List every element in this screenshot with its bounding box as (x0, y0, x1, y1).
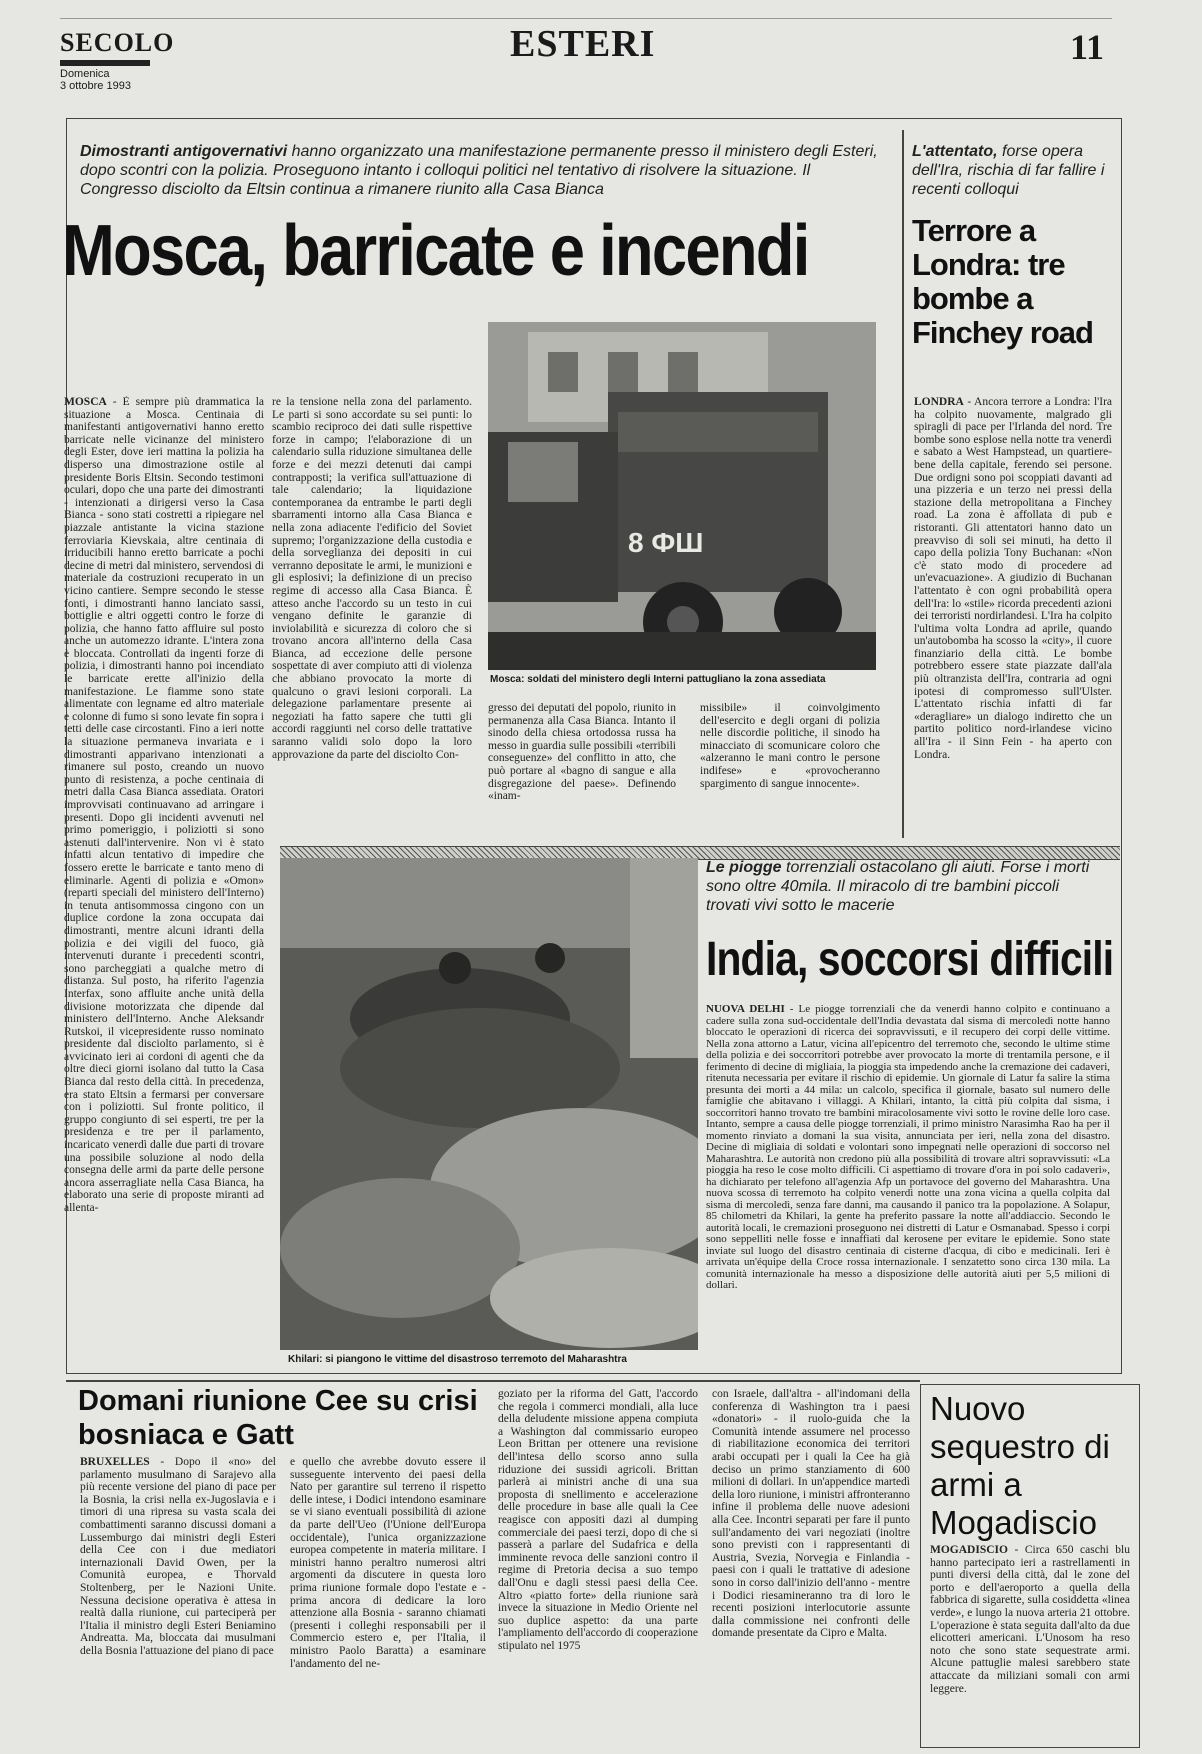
india-photo-caption: Khilari: si piangono le vittime del disastroso terremoto del Maharashtra (288, 1354, 627, 1365)
moscow-headline: Mosca, barricate e incendi (62, 211, 809, 291)
london-body (914, 396, 1112, 832)
moscow-photo-caption: Mosca: soldati del ministero degli Interni pattugliano la zona assediata (490, 674, 826, 685)
india-body-text: - Le piogge torrenziali che da venerdì hanno colpito e continuano a cadere sulla zona sud-occidentale dell'India devastata dal sisma di mercoledì notte hanno bloccato le operazioni di ricerca dei sopravvissuti, e il recupero dei corpi delle vittime. Nella zona attorno a Latur, vicina all'epicentro del terremoto che, secondo le ultime stime della polizia e dei soccorritori potrebbe aver provocato la morte di trentamila persone, e il ferimento di decine di migliaia, la pioggia sta impedendo anche la cremazione dei cadaveri, ritenuta necessaria per evitare il rischio di epidemie. Un giornale di Latur fa salire la stima presunta dei morti a 44 mila: un calcolo, specifica il giornale, basato sul numero delle famiglie che abitavano i villaggi. A Khilari, intanto, la città più colpita dal sisma, i soccorritori hanno trovato tre bambini miracolosamente vivi sotto le rovine delle loro case. Intanto, sempre a causa delle piogge torrenziali, il primo ministro Narasimha Rao ha per il momento rinviato a domani la sua visita, annunciata per ieri, nella zona del disastro. Decine di migliaia di soldati e volontari sono impegnati nelle operazioni di soccorso nel Maharashtra. Le autorità non credono più alla possibilità di trovare altri sopravvissuti: «La pioggia ha reso le cose molto difficili. Ci aspettiamo di trovare d'ora in poi solo cadaveri», ha dichiarato per telefono all'agenzia Afp un portavoce del governo del Maharashtra. Una nuova scossa di terremoto ha colpito venerdì notte una zona vicina a quella colpita dal sisma di mercoledì, senza fare danni, ma causando il panico tra la popolazione. A Solapur, 85 chilometri da Khilari, la gente ha preferito passare la notte all'addiaccio. Secondo le autorità locali, le cremazioni proseguono nei distretti di Latur e Osmanabad. Spesso i corpi sono seppelliti nelle fosse e innaffiati dal kerosene per evitare le epidemie. Sono state inviate sul luogo del disastro centinaia di cisterne d'acqua, di cibo e medicinali. Ieri è arrivata un'équipe della Croce rossa internazionale. I senzatetto sono circa 130 mila. La comunità internazionale ha messo a disposizione delle autorità aiuti per 5,5 milioni di dollari. (706, 1004, 1110, 1291)
moscow-column-4 (700, 702, 880, 832)
truck-marking: 8 ФШ (628, 527, 704, 558)
india-body (706, 1004, 1110, 1364)
section-title: ESTERI (510, 23, 656, 65)
moscow-kicker (80, 142, 880, 199)
cee-headline: Domani riunione Cee su crisi bosniaca e Gatt (78, 1385, 478, 1451)
mogadiscio-body-text: - Circa 650 caschi blu hanno partecipato ieri a rastrellamenti in punti diversi della città, dal le zone del porto e dell'aeroporto a quella della fabbrica di sigarette, sulla cosiddetta «linea verde», e lungo la nuova arteria 21 ottobre. L'operazione è stata seguita dall'alto da due elicotteri americani. L'Unosom ha reso noto che sono state sequestrate armi. Alcune pattuglie malesi sarebbero state attaccate da miliziani somali con armi leggere. (930, 1544, 1130, 1695)
top-rule (60, 18, 1112, 19)
india-kicker-bold: Le piogge (706, 859, 782, 876)
masthead-name: SECOLO (60, 28, 175, 57)
india-photo (280, 858, 698, 1350)
moscow-col4-text: missibile» il coinvolgimento dell'esercito e degli organi di polizia nelle discordie politiche, il sinodo ha minacciato di scomunicare coloro che «alzeranno le mani contro le persone indifese» e «provocheranno spargimento di sangue innocente». (700, 702, 880, 790)
moscow-photo (488, 322, 876, 670)
moscow-kicker-bold: Dimostranti antigovernativi (80, 143, 288, 160)
cee-col2-text: e quello che avrebbe dovuto essere il susseguente intervento dei paesi della Nato per garantire sul terreno il rispetto delle intese, i Dodici intendono esaminare se vi siano eventuali possibilità di azione da parte dell'Ueo (l'Unione dell'Europa occidentale), l'unica organizzazione europea competente in materia militare. I ministri hanno peraltro numerosi altri argomenti da discutere in questa loro prima riunione formale dopo l'estate e - prima ancora di dedicare la loro attenzione alla Bosnia - saranno chiamati (presenti i colleghi responsabili per il Commercio estero e, per l'Italia, il ministro Paolo Baratta) a esaminare l'andamento del ne- (290, 1456, 486, 1670)
moscow-kicker-text: hanno organizzato una manifestazione permanente presso il ministero degli Esteri, dopo scontri con la polizia. Proseguono intanto i colloqui politici nel tentativo di risolvere la situazione. Il Congresso disciolto da Eltsin continua a rimanere riunito alla Casa Bianca (80, 143, 878, 198)
london-headline: Terrore a Londra: tre bombe a Finchey road (912, 213, 1093, 350)
cee-col1-text: - Dopo il «no» del parlamento musulmano di Sarajevo alla più recente versione del piano di pace per la Bosnia, la crisi nella ex-Jugoslavia e i timori di una ripresa su vasta scala dei combattimenti saranno discussi domani a Lussemburgo dai ministri degli Esteri della Cee con i due mediatori internazionali David Owen, per la Comunità europea, e Thorvald Stoltenberg, per le Nazioni Unite. Nessuna decisione operativa è attesa in realtà dalla riunione, cui parteciperà per l'Italia il ministro degli Esteri Beniamino Andreatta. Ma, bloccata dai musulmani della Bosnia l'attuazione del piano di pace (80, 1456, 276, 1657)
cee-column-1 (80, 1456, 276, 1746)
london-kicker-bold: L'attentato, (912, 143, 998, 160)
cee-dateline: BRUXELLES (80, 1456, 150, 1468)
cee-column-4 (712, 1388, 910, 1744)
moscow-col2-text: re la tensione nella zona del parlamento. Le parti si sono accordate su sei punti: lo scambio reciproco dei dati sulle rispettive forze in campo; l'elaborazione di un calendario sulla riduzione simultanea delle forze e dei mezzi detenuti dai campi contrapposti; la verifica sull'attuazione di tale calendario; la liquidazione contemporanea da entrambe le parti degli sbarramenti intorno alla Casa Bianca e nella zona adiacente l'edificio del Soviet supremo; l'organizzazione della custodia e della sorveglianza dei depositi in cui verranno depositate le armi, le munizioni e gli esplosivi; la definizione di un preciso regime di accesso alla Casa Bianca. È atteso anche l'accordo su un testo in cui vengano definite le garanzie di inviolabilità e sicurezza di coloro che si trovano ancora all'interno della Casa Bianca, ad eccezione delle persone sospettate di aver compiuto atti di violenza che abbiano provocato la morte di qualcuno o gravi lesioni corporali. La delegazione parlamentare presente ai negoziati ha fatto sapere che tutti gli accordi raggiunti nel corso delle trattative saranno validi solo dopo la loro approvazione da parte del disciolto Con- (272, 396, 472, 761)
moscow-column-1 (64, 396, 264, 1370)
cee-column-2 (290, 1456, 486, 1746)
mogadiscio-headline: Nuovo sequestro di armi a Mogadiscio (930, 1390, 1110, 1541)
london-kicker (912, 142, 1112, 199)
cee-top-rule (66, 1380, 920, 1382)
masthead-dateline (60, 68, 131, 92)
moscow-photo-svg (488, 322, 876, 670)
masthead-day: Domenica (60, 68, 110, 80)
moscow-column-2 (272, 396, 472, 832)
london-divider (902, 130, 904, 838)
moscow-col3-text: gresso dei deputati del popolo, riunito in permanenza alla Casa Bianca. Intanto il sinodo della chiesa ortodossa russa ha messo in guardia sulle possibili «terribili conseguenze» del conflitto in atto, che può portare al «bagno di sangue e alla disgregazione del paese». Definendo «inam- (488, 702, 676, 803)
india-headline: India, soccorsi difficili (706, 933, 1114, 986)
moscow-dateline: MOSCA (64, 396, 107, 408)
london-body-text: - Ancora terrore a Londra: l'Ira ha colpito nuovamente, malgrado gli spiragli di pace per l'Irlanda del nord. Tre bombe sono esplose nella notte tra venerdì e sabato a West Hampstead, un quartiere-bene della capitale, ferendo sei persone. Due ordigni sono poi scoppiati davanti ad una pizzeria e un terzo nei pressi della stazione della metropolitana a Finchey road. La zona è affollata di pub e ristoranti. Gli attentatori hanno dato un preavviso di soli sei minuti, ha detto il capo della polizia Tony Buchanan: «Non c'è stato modo di procedere ad un'evacuazione». A giudizio di Buchanan l'attentato è con ogni probabilità opera dell'Ira: lo «stile» ricorda precedenti azioni dei terroristi nordirlandesi. L'Ira ha colpito l'ultima volta Londra ad aprile, quando un'autobomba ha scosso la «city», il cuore finanziario della città. Le bombe potrebbero essere state piazzate dall'ala più oltranzista dell'Ira, contraria ad ogni ipotesi di compromesso sull'Ulster. L'attentato rischia infatti di far «deragliare» un dialogo indiretto che un partito politico nord-irlandese vicino all'Ira - il Sinn Fein - ha aperto con Londra. (914, 396, 1112, 761)
moscow-col1-text: - È sempre più drammatica la situazione a Mosca. Centinaia di manifestanti antigovernativi hanno eretto barricate nelle vicinanze del ministero degli Ester, dove ieri mattina la polizia ha disperso una dimostrazione ostile al presidente Boris Eltsin. Secondo testimoni oculari, dopo che una parte dei dimostranti - intenzionati a dirigersi verso la Casa Bianca - sono stati costretti a ripiegare nel piazzale antistante la vicina stazione ferroviaria Kievskaia, altre centinaia di irriducibili hanno eretto barricate a pochi decine di metri dal ministero, servendosi di materiale da costruzioni recuperato in un vicino cantiere. Sempre secondo le stesse fonti, i dimostranti hanno lanciato sassi, bottiglie e altri oggetti contro le forze di polizia, che hanno fatto affluire sul posto anche un automezzo idrante. L'intera zona è bloccata. Controllati da ingenti forze di polizia, i dimostranti hanno poi incendiato le barricate erette all'inizio della manifestazione. Le fiamme sono state alimentate con legname ed altro materiale e colonne di fumo si sono levate fin sopra i tetti delle case circostanti. Fino a ieri notte la situazione permaneva invariata e i dimostranti apparivano intenzionati a rimanere sul posto, creando un nuovo punto di resistenza, a poche centinaia di metri dalla Casa Bianca assediata. Oratori improvvisati continuavano ad arringare i presenti. Dopo gli incidenti avvenuti nel primo pomeriggio, i poliziotti si sono astenuti dall'intervenire. Non vi è stato infatti alcun tentativo di impedire che fossero erette le barricate e tanto meno di eliminarle. Agenti di polizia e «Omon» (reparti speciali del ministero dell'Interno) in tenuta antisommossa cingono con un duplice cordone la zona occupata dai dimostranti, mentre alcuni idranti della polizia e dei vigili del fuoco, già intervenuti durante i precedenti scontri, sono parcheggiati a qualche metro di distanza. Sul posto, ha riferito l'agenzia Interfax, sono affluite anche unità della divisione motorizzata che dipende dal ministero dell'Interno. Anche Aleksandr Rutskoi, il vicepresidente russo nominato presidente dal disciolto parlamento, si è avvicinato ieri ai cordoni di agenti che da oltre dieci giorni isolano dal tutto la Casa Bianca dal resto della città. In precedenza, era stato Eltsin a fermarsi per conversare con i poliziotti. Sul fronte politico, il gruppo congiunto di sei esperti, tre per la presidenza e tre per il parlamento, incaricato venerdì dalle due parti di trovare una possibile soluzione al nodo della consegna delle armi da parte delle persone ancora asserragliate nella Casa Bianca, ha elaborato una serie di proposte miranti ad allenta- (64, 396, 264, 1214)
mogadiscio-dateline: MOGADISCIO (930, 1544, 1008, 1556)
india-photo-svg (280, 858, 698, 1350)
india-dateline: NUOVA DELHI (706, 1004, 785, 1015)
india-kicker (706, 858, 1106, 915)
mogadiscio-body (930, 1544, 1130, 1740)
cee-column-3 (498, 1388, 698, 1744)
moscow-column-3 (488, 702, 676, 832)
london-kicker-text: forse opera dell'Ira, rischia di far fallire i recenti colloqui (912, 143, 1105, 198)
cee-col4-text: con Israele, dall'altra - all'indomani della conferenza di Washington tra i paesi «donatori» - il ruolo-guida che la Comunità intende assumere nel processo di riabilitazione economica dei territori arabi occupati per i quali la Cee ha già deciso un primo stanziamento di 600 milioni di dollari. In un'appendice martedì della loro riunione, i ministri affronteranno infine il problema delle nuove adesioni alla Cee. Incontri separati per fare il punto sull'andamento dei vari negoziati (inoltre sono previsti con i rappresentanti di Austria, Svezia, Norvegia e Finlandia - paesi con i quali le trattative di adesione sono in corso dall'inizio dell'anno - mentre i Dodici riesamineranno tra di loro le recenti posizioni interlocutorie assunte dalla commissione nei confronti delle domande presentate da Cipro e Malta. (712, 1388, 910, 1640)
masthead-bar (60, 60, 150, 66)
page-number: 11 (1070, 27, 1105, 67)
cee-col3-text: goziato per la riforma del Gatt, l'accordo che regola i commerci mondiali, alla luce della deludente missione appena compiuta a Washington dal commissario europeo Leon Brittan per ottenere una revisione dell'intesa dello scorso anno sulla riduzione dei sussidi agricoli. Brittan parlerà ai ministri anche di una sua proposta di snellimento e accelerazione delle procedure in base alle quali la Cee reagisce con appositi dazi al dumping commerciale dei paesi terzi, dopo di che si passerà a parlare del Sudafrica e della imminente revoca delle sanzioni contro il regime di Pretoria decisa a suo tempo dall'Onu e dagli stessi paesi della Cee. Altro «piatto forte» della riunione sarà invece la situazione in Medio Oriente nel suo duplice aspetto: da una parte l'ampliamento dell'accordo di cooperazione stipulato nel 1975 (498, 1388, 698, 1652)
masthead-date: 3 ottobre 1993 (60, 80, 131, 92)
london-dateline: LONDRA (914, 396, 964, 408)
india-kicker-text: torrenziali ostacolano gli aiuti. Forse i morti sono oltre 40mila. Il miracolo di tre bambini piccoli trovati vivi sotto le macerie (706, 859, 1090, 914)
